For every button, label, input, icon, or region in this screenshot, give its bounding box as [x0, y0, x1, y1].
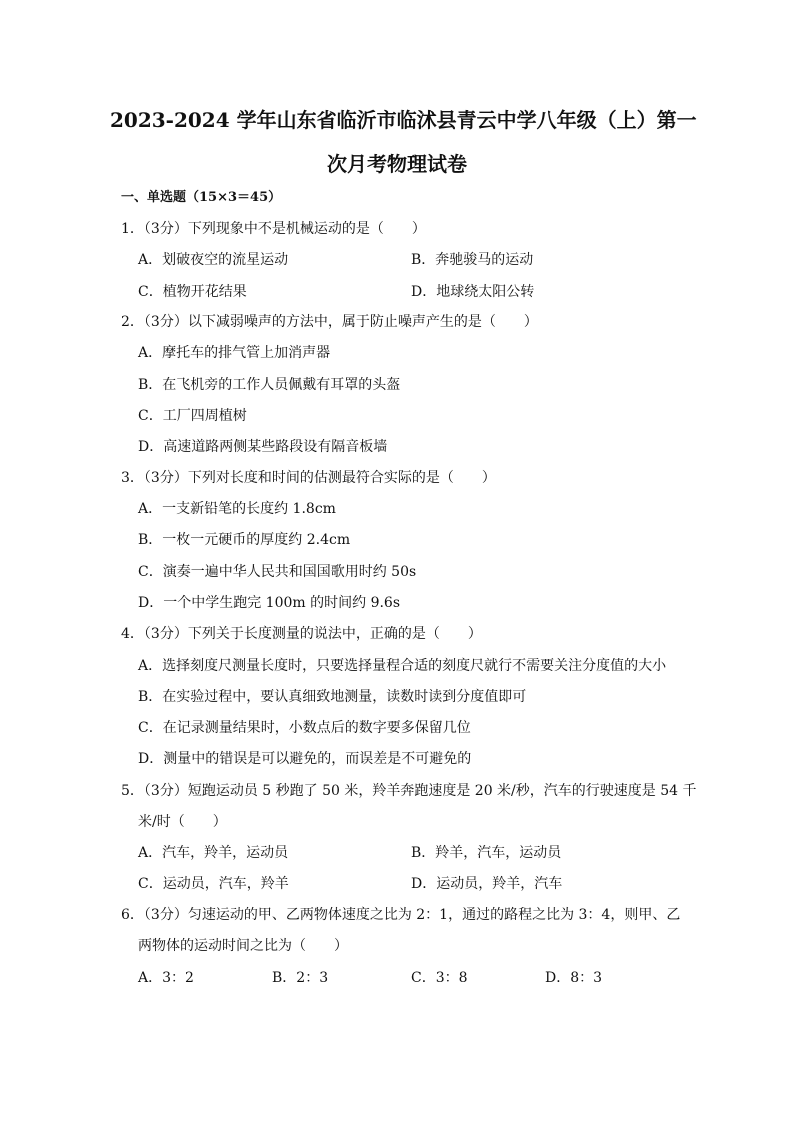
question-6-option-d: D．8：3 — [545, 970, 603, 986]
question-3-option-c: C．演奏一遍中华人民共和国国歌用时约 50s — [138, 564, 417, 580]
exam-title-line2: 次月考物理试卷 — [327, 152, 467, 176]
question-3-stem: 3．（3分）下列对长度和时间的估测最符合实际的是（ ） — [121, 470, 496, 486]
question-6-option-b: B．2：3 — [272, 970, 329, 986]
question-5-stem-line1: 5．（3分）短跑运动员 5 秒跑了 50 米，羚羊奔跑速度是 20 米/秒，汽车的行驶速度是 54 千 — [121, 783, 697, 799]
question-4-option-c: C．在记录测量结果时，小数点后的数字要多保留几位 — [138, 720, 471, 736]
section-heading: 一、单选题（15×3＝45） — [121, 190, 282, 205]
question-4-option-a: A．选择刻度尺测量长度时，只要选择量程合适的刻度尺就行不需要关注分度值的大小 — [138, 658, 667, 674]
question-5-option-c: C．运动员，汽车，羚羊 — [138, 876, 289, 892]
question-1-option-c: C．植物开花结果 — [138, 284, 247, 300]
question-1-option-a: A．划破夜空的流星运动 — [138, 252, 289, 268]
question-4-option-d: D．测量中的错误是可以避免的，而误差是不可避免的 — [138, 751, 472, 767]
question-5-stem-line2: 米/时（ ） — [138, 814, 227, 830]
question-1-option-b: B．奔驰骏马的运动 — [411, 252, 534, 268]
question-5-option-a: A．汽车，羚羊，运动员 — [138, 845, 289, 861]
question-4-stem: 4．（3分）下列关于长度测量的说法中，正确的是（ ） — [121, 626, 482, 642]
question-5-option-b: B．羚羊，汽车，运动员 — [411, 845, 562, 861]
question-6-stem-line2: 两物体的运动时间之比为（ ） — [138, 938, 348, 954]
question-2-stem: 2．（3分）以下减弱噪声的方法中，属于防止噪声产生的是（ ） — [121, 314, 538, 330]
question-3-option-d: D．一个中学生跑完 100m 的时间约 9.6s — [138, 595, 401, 611]
question-2-option-a: A．摩托车的排气管上加消声器 — [138, 345, 331, 361]
question-6-option-a: A．3：2 — [138, 970, 194, 986]
question-1-option-d: D．地球绕太阳公转 — [411, 284, 535, 300]
question-2-option-c: C．工厂四周植树 — [138, 408, 247, 424]
question-6-option-c: C．3：8 — [411, 970, 468, 986]
question-3-option-b: B．一枚一元硬币的厚度约 2.4cm — [138, 532, 351, 548]
question-2-option-d: D．高速道路两侧某些路段设有隔音板墙 — [138, 439, 388, 455]
question-1-stem: 1．（3分）下列现象中不是机械运动的是（ ） — [121, 221, 426, 237]
exam-title-line1: 2023-2024 学年山东省临沂市临沭县青云中学八年级（上）第一 — [110, 108, 697, 132]
question-4-option-b: B．在实验过程中，要认真细致地测量，读数时读到分度值即可 — [138, 689, 527, 705]
question-2-option-b: B．在飞机旁的工作人员佩戴有耳罩的头盔 — [138, 377, 401, 393]
question-5-option-d: D．运动员，羚羊，汽车 — [411, 876, 563, 892]
question-3-option-a: A．一支新铅笔的长度约 1.8cm — [138, 501, 336, 517]
question-6-stem-line1: 6．（3分）匀速运动的甲、乙两物体速度之比为 2：1，通过的路程之比为 3：4，则甲、乙 — [121, 907, 681, 923]
